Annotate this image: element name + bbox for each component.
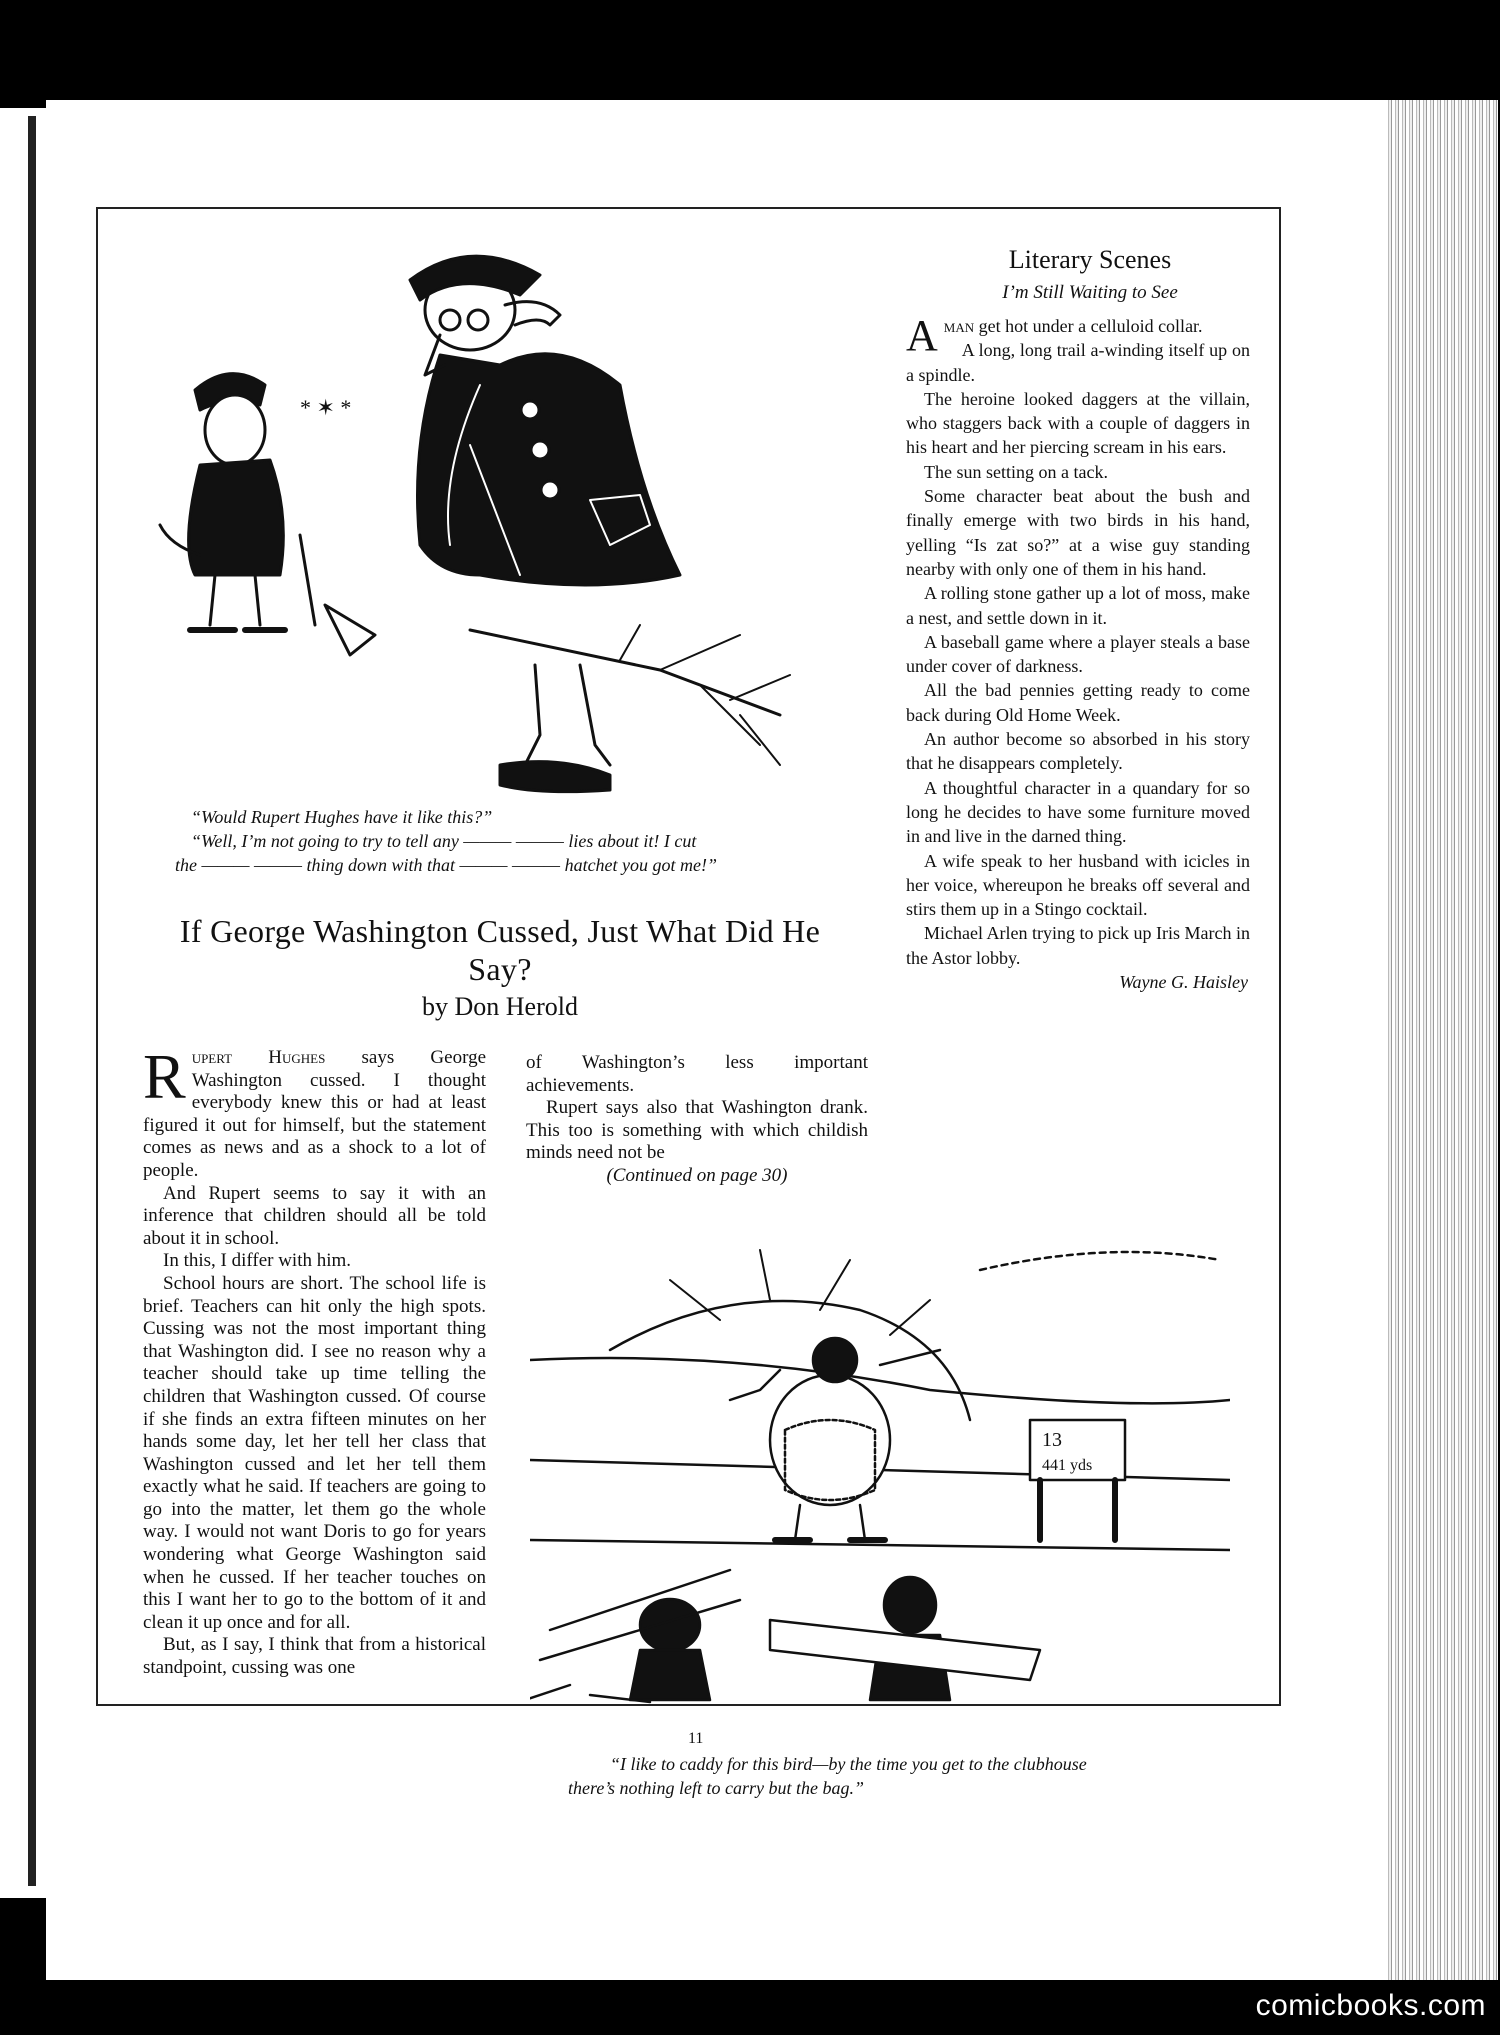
golf-cartoon [530,1240,1230,1710]
literary-column [906,311,1250,994]
literary-item: A wife speak to her husband with icicles in her voice, whereupon he breaks off several and stirs them up in a Stingo cocktail. [906,850,1250,920]
literary-item: Some character beat about the bush and finally emerge with two birds in his hand, yelling “Is zat so?” at a wise guy standing nearby with only one of them in his hand. [906,486,1250,579]
article-paragraph: In this, I differ with him. [163,1250,352,1272]
cartoon1-caption-line2: “Well, I’m not going to try to tell any ——— ——— lies about it! I cut [191,831,697,851]
article-column-1 [143,1041,486,1680]
literary-item: A baseball game where a player steals a base under cover of darkness. [906,631,1250,677]
article-byline: by Don Herold [422,992,578,1021]
cartoon1-caption-line3: the ——— ——— thing down with that ——— ——— hatchet you got me!” [175,855,718,875]
site-watermark: comicbooks.com [1255,1989,1486,2022]
cartoon2-caption-line2: there’s nothing left to carry but the bag.” [568,1778,864,1798]
literary-item: Michael Arlen trying to pick up Iris March in the Astor lobby. [906,923,1250,968]
cartoon1-caption-line1: “Would Rupert Hughes have it like this?” [191,807,493,827]
article-paragraph: And Rupert seems to say it with an inference that children should all be told about it in school. [143,1182,486,1249]
literary-signature: Wayne G. Haisley [1119,972,1248,993]
article-paragraph: Rupert says also that Washington drank. This too is something with which childish minds need not be [526,1097,868,1164]
article-lead-text: says George Washington cussed. I thought everybody knew this or had at least figured it out for himself, but the statement comes as news and as a shock to a lot of people. [143,1047,486,1181]
article-paragraph: of Washington’s less important achievements. [526,1052,868,1096]
cartoon2-caption [568,1752,1248,1800]
literary-item: A long, long trail a-winding itself up on a spindle. [906,340,1250,385]
article-paragraph: But, as I say, I think that from a historical standpoint, cussing was one [143,1634,486,1679]
literary-lead-text: get hot under a celluloid collar. [974,316,1203,336]
literary-item: An author become so absorbed in his story that he disappears completely. [906,729,1250,774]
continued-note: (Continued on page 30) [606,1164,788,1186]
hole-yardage-sign: 441 yds [1042,1457,1093,1474]
literary-item: The heroine looked daggers at the villain, who staggers back with a couple of daggers in his heart and her piercing scream in his ears. [906,388,1250,458]
literary-item: All the bad pennies getting ready to come back during Old Home Week. [906,680,1250,725]
facing-page-edge [0,108,46,1898]
washington-cartoon [140,245,870,805]
article-paragraph [143,1041,486,1183]
cartoon1-caption [175,805,875,877]
literary-item: The sun setting on a tack. [924,461,1108,482]
literary-subtitle: I’m Still Waiting to See [1002,282,1178,303]
article-paragraph: School hours are short. The school life is brief. Teachers can hit only the high spots. Cussing was not the most important thing that Washington did. I see no reason why a teacher should take up time telling the children that Washington cussed. Of course if she finds an extra fifteen minutes on her hands some day, let her tell her class that Washington cussed and let her tell them exactly what he said. If teachers are going to go into the matter, let them go the whole way. I would not want Doris to go for years wondering what George Washington said when he cussed. If her teacher touches on this I want her to go to the bottom of it and clean it up once and for all. [143,1272,486,1633]
article-column-2 [526,1052,868,1188]
literary-dropcap: A [906,311,938,360]
article-dropcap: R [143,1041,186,1112]
literary-title: Literary Scenes [1008,245,1172,274]
page-stack-edge [1385,100,1498,1980]
page-number: 11 [688,1730,704,1747]
literary-item: A rolling stone gather up a lot of moss, make a nest, and settle down in it. [906,583,1250,628]
literary-item: A thoughtful character in a quandary for so long he decides to have some furniture moved in and live in the darned thing. [906,777,1250,847]
cartoon2-caption-line1: “I like to caddy for this bird—by the time you get to the clubhouse [610,1754,1087,1774]
literary-item [906,311,1250,360]
hole-number-sign: 13 [1042,1429,1062,1451]
facing-page-rule [28,116,36,1886]
article-lead-smallcaps: upert Hughes [191,1047,326,1068]
article-title: If George Washington Cussed, Just What Did He Say? [179,913,821,987]
svg-text:* ✶ *: * ✶ * [300,395,352,420]
literary-lead-smallcaps: man [943,316,975,336]
